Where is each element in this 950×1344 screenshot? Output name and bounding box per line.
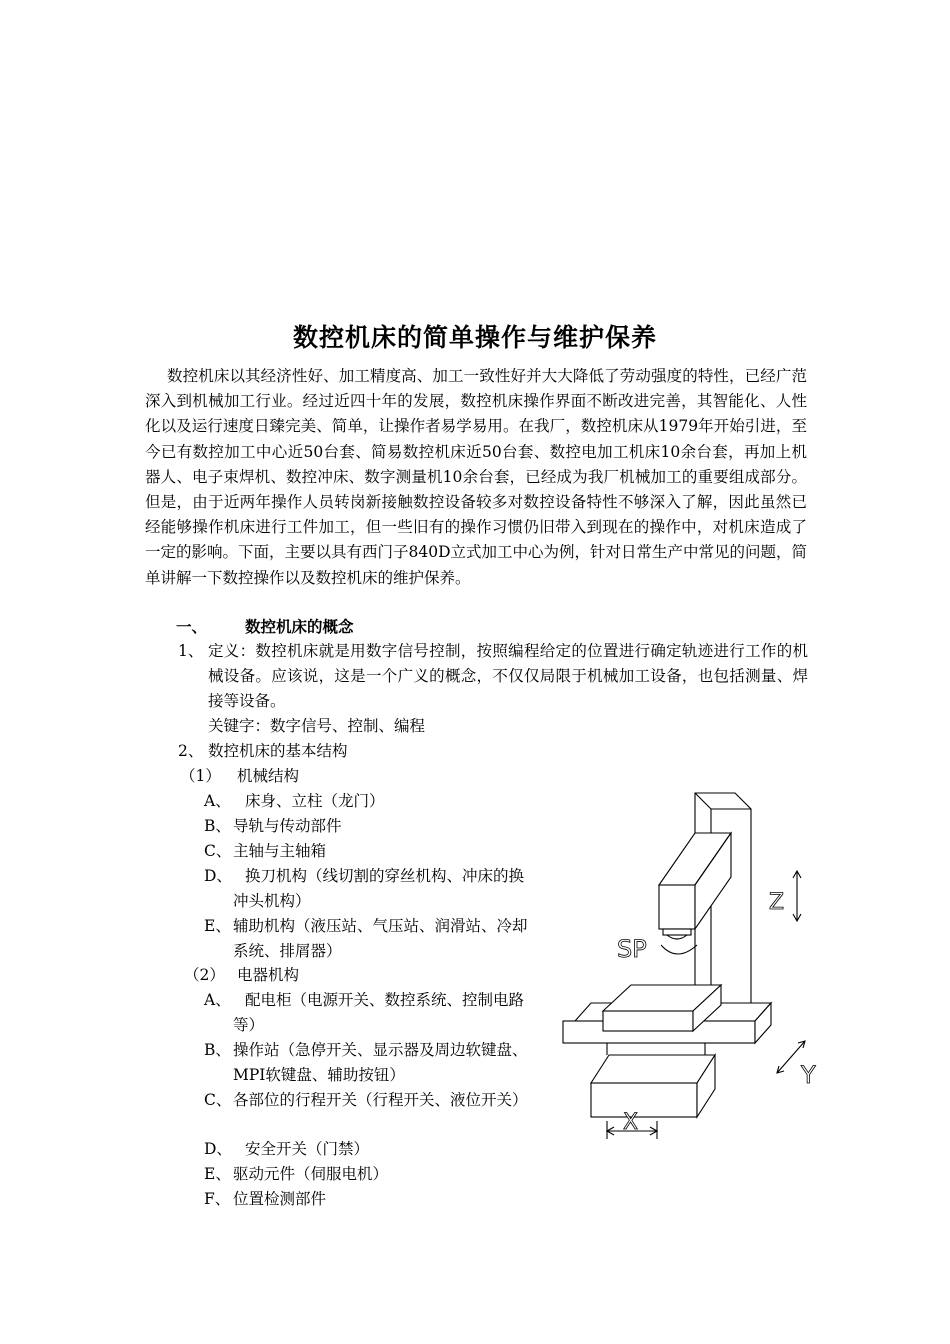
structure-heading: 数控机床的基本结构 bbox=[208, 742, 348, 760]
section-number: 一、 bbox=[176, 617, 208, 636]
list-item-letter: E、 bbox=[204, 917, 231, 935]
axis-label-z: Z bbox=[769, 890, 785, 915]
list-item-text: 导轨与传动部件 bbox=[233, 817, 342, 835]
axis-label-x: X bbox=[623, 1110, 639, 1135]
list-item-letter: C、 bbox=[204, 842, 232, 860]
machine-base bbox=[591, 1055, 715, 1083]
list-item-letter: B、 bbox=[204, 1041, 231, 1059]
list-item-text: 换刀机构（线切割的穿丝机构、冲床的换冲头机构） bbox=[233, 867, 525, 910]
subsection-number: （2） bbox=[184, 966, 225, 984]
list-item-letter: B、 bbox=[204, 817, 231, 835]
list-item-text: 主轴与主轴箱 bbox=[233, 842, 327, 860]
page-title: 数控机床的简单操作与维护保养 bbox=[292, 323, 657, 352]
item-number: 2、 bbox=[178, 742, 204, 760]
subsection-number: （1） bbox=[180, 767, 221, 785]
list-item-text: 配电柜（电源开关、数控系统、控制电路等） bbox=[233, 991, 525, 1034]
list-item-text: 安全开关（门禁） bbox=[245, 1140, 370, 1158]
list-item-letter: E、 bbox=[204, 1165, 231, 1183]
list-item-text: 驱动元件（伺服电机） bbox=[233, 1165, 389, 1183]
list-item-letter: A、 bbox=[204, 792, 231, 810]
list-item-letter: F、 bbox=[204, 1190, 231, 1208]
list-item-text: 辅助机构（液压站、气压站、润滑站、冷却系统、排屑器） bbox=[233, 917, 528, 960]
list-item-text: 各部位的行程开关（行程开关、液位开关） bbox=[233, 1091, 528, 1109]
list-item-text: 床身、立柱（龙门） bbox=[245, 792, 385, 810]
list-item-letter: A、 bbox=[204, 991, 231, 1009]
subsection-label: 电器机构 bbox=[237, 966, 300, 984]
definition-text: 定义：数控机床就是用数字信号控制，按照编程给定的位置进行确定轨迹进行工作的机械设备。应该说，这是一个广义的概念，不仅仅局限于机械加工设备，也包括测量、焊接等设备。 bbox=[208, 642, 808, 710]
machine-tool-diagram bbox=[555, 785, 845, 1160]
spindle-rotation-arrow bbox=[661, 945, 697, 954]
subsection-label: 机械结构 bbox=[237, 767, 300, 785]
list-item-letter: C、 bbox=[204, 1091, 232, 1109]
item-number: 1、 bbox=[178, 642, 204, 660]
axis-label-y: Y bbox=[801, 1061, 816, 1089]
list-item-letter: D、 bbox=[204, 867, 232, 885]
list-item-letter: D、 bbox=[204, 1140, 232, 1158]
list-item-text: 操作站（急停开关、显示器及周边软键盘、MPI软键盘、辅助按钮） bbox=[233, 1041, 528, 1084]
axis-label-sp: SP bbox=[617, 935, 647, 963]
list-item-text: 位置检测部件 bbox=[233, 1190, 327, 1208]
keywords-line: 关键字：数字信号、控制、编程 bbox=[208, 717, 426, 735]
section-heading: 数控机床的概念 bbox=[245, 617, 354, 636]
intro-paragraph: 数控机床以其经济性好、加工精度高、加工一致性好并大大降低了劳动强度的特性，已经广范深入到机械加工行业。经过近四十年的发展，数控机床操作界面不断改进完善，其智能化、人性化以及运行速度日臻完美、简单，让操作者易学易用。在我厂，数控机床从1979年开始引进，至今已有数控加工中心近50台套、简易数控机床近50台套、数控电加工机床10余台套，再加上机器人、电子束焊机、数控冲床、数字测量机10余台套，已经成为我厂机械加工的重要组成部分。但是，由于近两年操作人员转岗新接触数控设备较多对数控设备特性不够深入了解，因此虽然已经能够操作机床进行工件加工，但一些旧有的操作习惯仍旧带入到现在的操作中，对机床造成了一定的影响。下面，主要以具有西门子840D立式加工中心为例，针对日常生产中常见的问题，简单讲解一下数控操作以及数控机床的维护保养。 bbox=[145, 367, 808, 587]
